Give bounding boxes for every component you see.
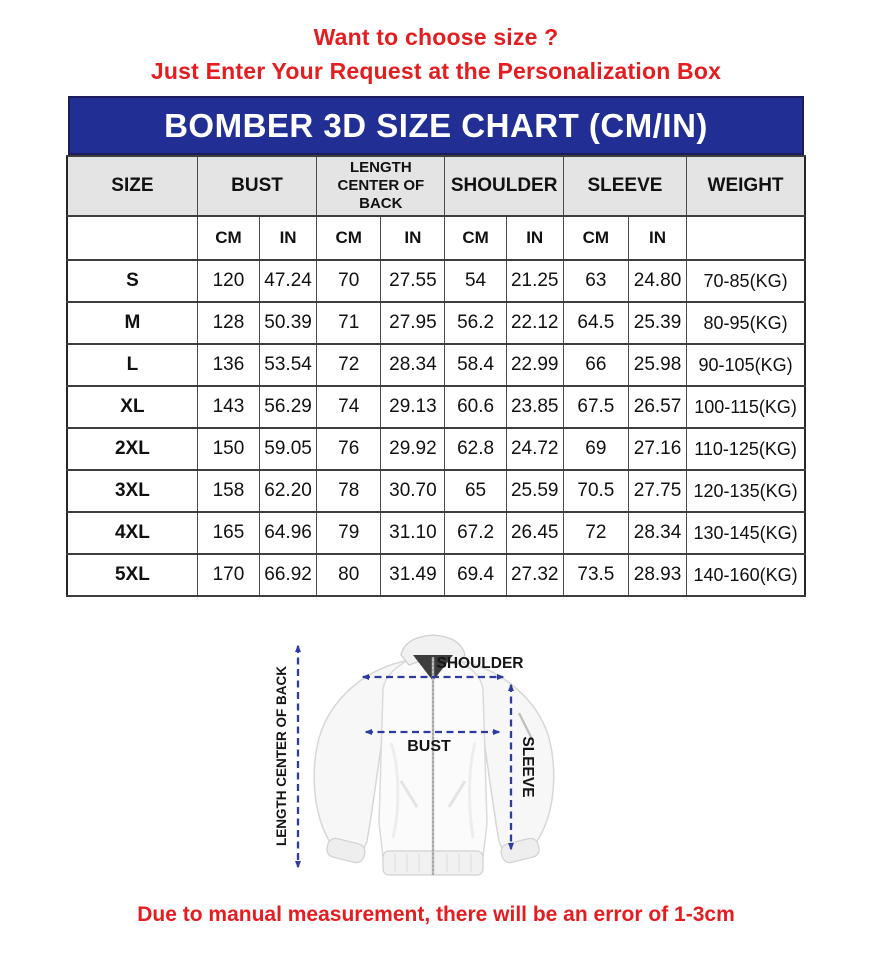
- measure-cell: 120: [197, 260, 259, 302]
- measure-cell: 143: [197, 386, 259, 428]
- measure-cell: 23.85: [506, 386, 563, 428]
- measure-cell: 69: [563, 428, 628, 470]
- measure-cell: 76: [317, 428, 381, 470]
- weight-cell: 70-85(KG): [687, 260, 805, 302]
- bust-label: BUST: [407, 738, 451, 755]
- unit-cell: CM: [563, 216, 628, 260]
- measure-cell: 128: [197, 302, 259, 344]
- measure-cell: 62.20: [260, 470, 317, 512]
- measure-cell: 70.5: [563, 470, 628, 512]
- size-cell: 3XL: [67, 470, 197, 512]
- weight-cell: 110-125(KG): [687, 428, 805, 470]
- header-size: SIZE: [67, 156, 197, 216]
- header-length-center-of-back: [317, 156, 445, 216]
- measure-cell: 25.98: [628, 344, 686, 386]
- length-center-of-back-label: LENGTH CENTER OF BACK: [274, 666, 289, 846]
- table-row: [67, 428, 805, 470]
- measure-cell: 53.54: [260, 344, 317, 386]
- measure-cell: 62.8: [445, 428, 506, 470]
- size-cell: 4XL: [67, 512, 197, 554]
- measure-cell: 73.5: [563, 554, 628, 596]
- measure-cell: 56.29: [260, 386, 317, 428]
- measure-cell: 72: [317, 344, 381, 386]
- measure-cell: 27.16: [628, 428, 686, 470]
- measure-cell: 165: [197, 512, 259, 554]
- measure-cell: 136: [197, 344, 259, 386]
- measure-cell: 27.95: [381, 302, 445, 344]
- intro-text: [0, 0, 872, 88]
- measure-cell: 67.5: [563, 386, 628, 428]
- sleeve-label: SLEEVE: [519, 736, 536, 798]
- measure-cell: 27.32: [506, 554, 563, 596]
- measure-cell: 27.55: [381, 260, 445, 302]
- measure-cell: 24.80: [628, 260, 686, 302]
- measure-cell: 71: [317, 302, 381, 344]
- measure-cell: 58.4: [445, 344, 506, 386]
- measure-cell: 66.92: [260, 554, 317, 596]
- size-cell: XL: [67, 386, 197, 428]
- measure-cell: 24.72: [506, 428, 563, 470]
- unit-cell: CM: [445, 216, 506, 260]
- unit-empty-size: [67, 216, 197, 260]
- measure-cell: 70: [317, 260, 381, 302]
- measure-cell: 59.05: [260, 428, 317, 470]
- header-length-line1: LENGTH: [349, 159, 412, 176]
- measure-cell: 29.13: [381, 386, 445, 428]
- measure-cell: 79: [317, 512, 381, 554]
- table-row: [67, 554, 805, 596]
- unit-cell: CM: [197, 216, 259, 260]
- measure-cell: 150: [197, 428, 259, 470]
- unit-empty-weight: [687, 216, 805, 260]
- size-cell: 2XL: [67, 428, 197, 470]
- chart-title: BOMBER 3D SIZE CHART (CM/IN): [164, 106, 708, 144]
- measure-cell: 78: [317, 470, 381, 512]
- table-row: [67, 386, 805, 428]
- measure-cell: 66: [563, 344, 628, 386]
- unit-cell: IN: [506, 216, 563, 260]
- measure-cell: 72: [563, 512, 628, 554]
- measure-cell: 26.57: [628, 386, 686, 428]
- measure-cell: 54: [445, 260, 506, 302]
- measure-cell: 22.12: [506, 302, 563, 344]
- header-shoulder: SHOULDER: [445, 156, 563, 216]
- table-row: [67, 512, 805, 554]
- measure-cell: 64.5: [563, 302, 628, 344]
- measure-cell: 80: [317, 554, 381, 596]
- header-bust: BUST: [197, 156, 316, 216]
- weight-cell: 130-145(KG): [687, 512, 805, 554]
- measure-cell: 27.75: [628, 470, 686, 512]
- measure-cell: 25.59: [506, 470, 563, 512]
- table-row: [67, 470, 805, 512]
- unit-cell: IN: [381, 216, 445, 260]
- measure-cell: 30.70: [381, 470, 445, 512]
- intro-line-2: Just Enter Your Request at the Personalization Box: [150, 58, 722, 84]
- measure-cell: 28.34: [628, 512, 686, 554]
- size-cell: L: [67, 344, 197, 386]
- measure-cell: 25.39: [628, 302, 686, 344]
- measure-cell: 50.39: [260, 302, 317, 344]
- bomber-jacket-diagram: [271, 623, 601, 893]
- measure-cell: 28.34: [381, 344, 445, 386]
- header-group-row: [67, 156, 805, 216]
- chart-title-banner: [68, 96, 804, 155]
- measure-cell: 31.49: [381, 554, 445, 596]
- measure-cell: 74: [317, 386, 381, 428]
- measure-cell: 65: [445, 470, 506, 512]
- table-row: [67, 302, 805, 344]
- measure-cell: 56.2: [445, 302, 506, 344]
- measure-cell: 67.2: [445, 512, 506, 554]
- intro-line-1: Want to choose size ?: [313, 24, 559, 50]
- size-table-body: [67, 260, 805, 596]
- shoulder-label: SHOULDER: [436, 655, 524, 672]
- measure-cell: 29.92: [381, 428, 445, 470]
- table-row: [67, 344, 805, 386]
- measure-cell: 69.4: [445, 554, 506, 596]
- measure-cell: 22.99: [506, 344, 563, 386]
- measure-cell: 47.24: [260, 260, 317, 302]
- size-table: [66, 155, 806, 597]
- measure-cell: 26.45: [506, 512, 563, 554]
- measurement-diagram: [0, 623, 872, 893]
- measure-cell: 21.25: [506, 260, 563, 302]
- unit-cell: CM: [317, 216, 381, 260]
- measure-cell: 31.10: [381, 512, 445, 554]
- measure-cell: 170: [197, 554, 259, 596]
- weight-cell: 100-115(KG): [687, 386, 805, 428]
- footer-note: Due to manual measurement, there will be an error of 1-3cm: [137, 903, 735, 926]
- size-cell: 5XL: [67, 554, 197, 596]
- measure-cell: 60.6: [445, 386, 506, 428]
- header-length-line2: CENTER OF BACK: [337, 177, 425, 212]
- weight-cell: 90-105(KG): [687, 344, 805, 386]
- unit-cell: IN: [628, 216, 686, 260]
- measure-cell: 28.93: [628, 554, 686, 596]
- header-weight: WEIGHT: [687, 156, 805, 216]
- unit-row: [67, 216, 805, 260]
- weight-cell: 120-135(KG): [687, 470, 805, 512]
- measure-cell: 158: [197, 470, 259, 512]
- size-cell: S: [67, 260, 197, 302]
- measure-cell: 63: [563, 260, 628, 302]
- weight-cell: 80-95(KG): [687, 302, 805, 344]
- weight-cell: 140-160(KG): [687, 554, 805, 596]
- measure-cell: 64.96: [260, 512, 317, 554]
- header-sleeve: SLEEVE: [563, 156, 686, 216]
- unit-cell: IN: [260, 216, 317, 260]
- table-row: [67, 260, 805, 302]
- size-cell: M: [67, 302, 197, 344]
